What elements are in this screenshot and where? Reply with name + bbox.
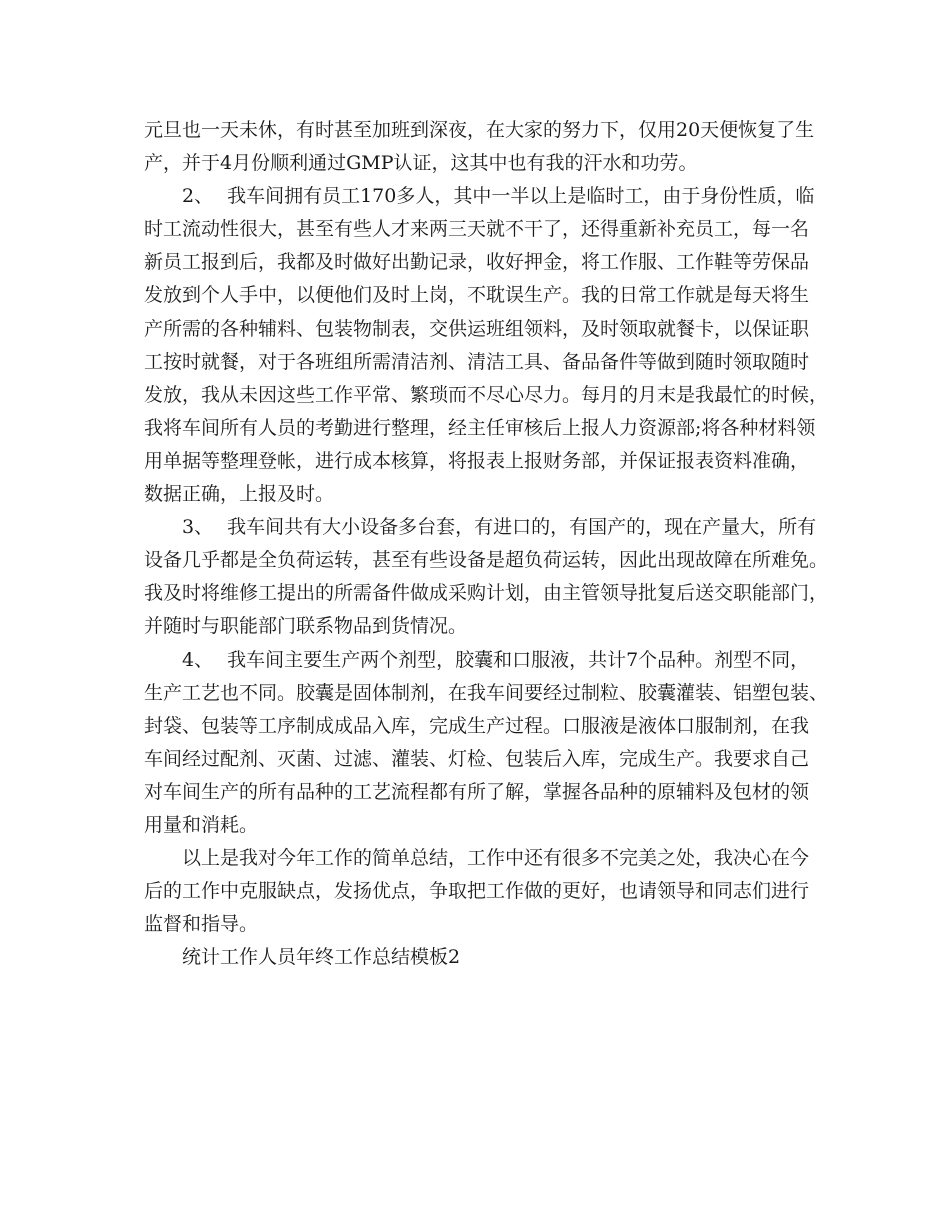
text-line: 用量和消耗。 [144,813,259,836]
text-line-content: 我车间拥有员工170多人，其中一半以上是临时工，由于身份性质，临 [227,185,815,208]
text-line: 新员工报到后，我都及时做好出勤记录，收好押金，将工作服、工作鞋等劳保品 [144,251,810,274]
item-number: 2、 [182,185,214,208]
closing-paragraph [144,842,810,941]
item-3-paragraph [144,511,829,643]
text-line: 发放，我从未因这些工作平常、繁琐而不尽心尽力。每月的月末是我最忙的时候， [144,383,829,406]
next-section-title [144,941,804,974]
text-line: 产所需的各种辅料、包装物制表，交供运班组领料，及时领取就餐卡，以保证职 [144,317,810,340]
text-line: 时工流动性很大，甚至有些人才来两三天就不干了，还得重新补充员工，每一名 [144,218,810,241]
text-line: 我及时将维修工提出的所需备件做成采购计划，由主管领导批复后送交职能部门， [144,582,829,605]
text-line [144,644,810,677]
text-line [144,511,817,544]
text-line: 后的工作中克服缺点，发扬优点，争取把工作做的更好，也请领导和同志们进行 [144,880,810,903]
text-line: 产，并于4月份顺利通过GMP认证，这其中也有我的汗水和功劳。 [144,152,698,175]
text-line: 设备几乎都是全负荷运转，甚至有些设备是超负荷运转，因此出现故障在所难免。 [144,549,829,572]
item-number: 4、 [182,648,214,671]
text-line-content: 我车间共有大小设备多台套，有进口的，有国产的，现在产量大，所有 [227,516,817,539]
text-line: 封袋、包装等工序制成成品入库，完成生产过程。口服液是液体口服制剂，在我 [144,714,810,737]
text-line: 以上是我对今年工作的简单总结，工作中还有很多不完美之处，我决心在今 [182,847,810,870]
item-4-paragraph [144,644,829,843]
text-line: 监督和指导。 [144,913,259,936]
item-number: 3、 [182,516,214,539]
item-2-paragraph [144,180,829,511]
document-body [144,114,829,974]
text-line: 发放到个人手中，以便他们及时上岗，不耽误生产。我的日常工作就是每天将生 [144,284,810,307]
text-line: 生产工艺也不同。胶囊是固体制剂，在我车间要经过制粒、胶囊灌装、铝塑包装、 [144,681,829,704]
text-line: 数据正确，上报及时。 [144,483,335,506]
text-line: 用单据等整理登帐，进行成本核算，将报表上报财务部，并保证报表资料准确， [144,449,810,472]
text-line [144,180,815,213]
section-title: 统计工作人员年终工作总结模板2 [182,946,461,969]
text-line: 我将车间所有人员的考勤进行整理，经主任审核后上报人力资源部;将各种材料领 [144,416,816,439]
intro-paragraph [144,114,815,180]
text-line: 车间经过配剂、灭菌、过滤、灌装、灯检、包装后入库，完成生产。我要求自己 [144,747,810,770]
text-line: 工按时就餐，对于各班组所需清洁剂、清洁工具、备品备件等做到随时领取随时 [144,350,810,373]
text-line: 对车间生产的所有品种的工艺流程都有所了解，掌握各品种的原辅料及包材的领 [144,780,810,803]
text-line-content: 我车间主要生产两个剂型，胶囊和口服液，共计7个品种。剂型不同， [227,648,810,671]
text-line: 元旦也一天未休，有时甚至加班到深夜，在大家的努力下，仅用20天便恢复了生 [144,119,815,141]
text-line: 并随时与职能部门联系物品到货情况。 [144,615,468,638]
